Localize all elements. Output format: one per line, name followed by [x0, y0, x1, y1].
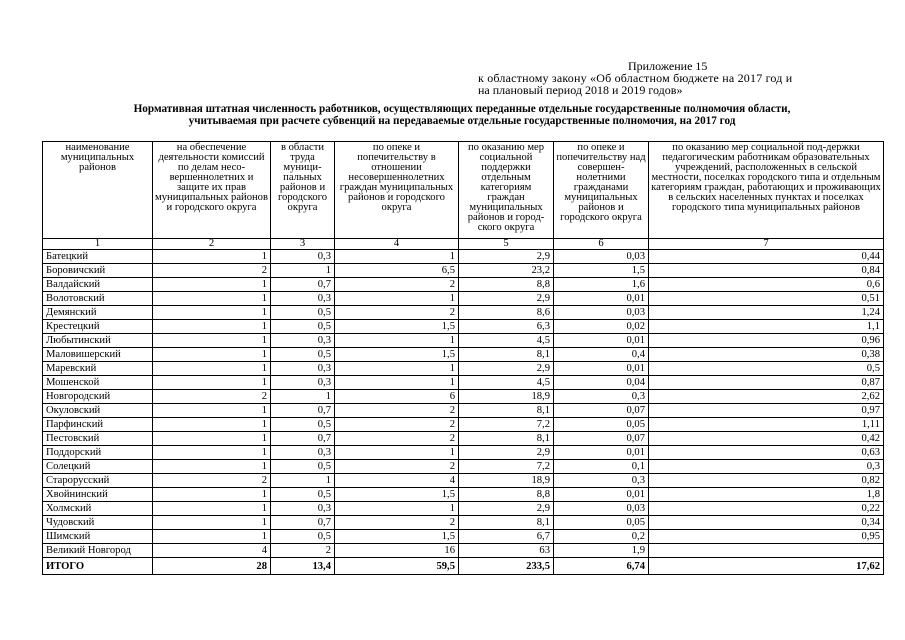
district-name-cell: Окуловский	[43, 404, 153, 418]
column-number: 3	[271, 239, 335, 250]
value-cell: 0,38	[649, 348, 884, 362]
appendix-heading	[478, 60, 898, 96]
appendix-law-reference: к областному закону «Об областном бюджете на 2017 год и	[478, 71, 793, 85]
value-cell: 0,05	[554, 418, 649, 432]
value-cell: 0,3	[271, 362, 335, 376]
value-cell: 1,8	[649, 488, 884, 502]
value-cell: 0,5	[271, 306, 335, 320]
value-cell: 1,5	[335, 320, 459, 334]
value-cell: 1	[153, 530, 271, 544]
value-cell: 1	[335, 292, 459, 306]
value-cell: 0,7	[271, 404, 335, 418]
value-cell: 6,7	[459, 530, 554, 544]
district-name-cell: Шимский	[43, 530, 153, 544]
value-cell: 16	[335, 544, 459, 558]
column-header-social-support: по оказанию мер социальной поддержки отдельным категориям граждан муниципальных районов и город-ского округа	[459, 142, 554, 239]
value-cell: 1,6	[554, 278, 649, 292]
value-cell: 8,6	[459, 306, 554, 320]
value-cell: 0,03	[554, 250, 649, 264]
value-cell: 2,9	[459, 292, 554, 306]
value-cell: 0,07	[554, 404, 649, 418]
value-cell: 8,8	[459, 488, 554, 502]
title-line-2: учитываемая при расчете субвенций на передаваемые отдельные государственные полномочия, на 2017 год	[188, 115, 736, 127]
staffing-table	[42, 141, 884, 575]
value-cell: 0,3	[271, 502, 335, 516]
total-cell: 13,4	[271, 558, 335, 575]
table-row	[43, 264, 884, 278]
value-cell: 7,2	[459, 460, 554, 474]
value-cell: 8,1	[459, 404, 554, 418]
value-cell: 1	[153, 516, 271, 530]
value-cell: 2	[335, 460, 459, 474]
district-name-cell: Холмский	[43, 502, 153, 516]
value-cell: 1	[335, 376, 459, 390]
value-cell: 1	[153, 432, 271, 446]
value-cell: 8,1	[459, 432, 554, 446]
value-cell: 1	[153, 488, 271, 502]
value-cell: 0,5	[271, 488, 335, 502]
value-cell: 8,8	[459, 278, 554, 292]
value-cell: 1	[335, 446, 459, 460]
title-line-1: Нормативная штатная численность работников, осуществляющих переданные отдельные государственные полномочия области,	[133, 103, 791, 115]
district-name-cell: Парфинский	[43, 418, 153, 432]
value-cell: 0,03	[554, 306, 649, 320]
table-row	[43, 250, 884, 264]
value-cell: 2	[153, 264, 271, 278]
table-row	[43, 348, 884, 362]
value-cell	[649, 544, 884, 558]
value-cell: 1	[153, 460, 271, 474]
district-name-cell: Поддорский	[43, 446, 153, 460]
value-cell: 4	[335, 474, 459, 488]
value-cell: 2,9	[459, 446, 554, 460]
value-cell: 1	[153, 502, 271, 516]
district-name-cell: Солецкий	[43, 460, 153, 474]
total-cell: 6,74	[554, 558, 649, 575]
value-cell: 6	[335, 390, 459, 404]
column-header-commissions: на обеспечение деятельности комиссий по делам несо-вершеннолетних и защите их прав муниципальных районов и городского округа	[153, 142, 271, 239]
total-cell: 17,62	[649, 558, 884, 575]
value-cell: 1,11	[649, 418, 884, 432]
column-number: 5	[459, 239, 554, 250]
value-cell: 4	[153, 544, 271, 558]
value-cell: 0,5	[271, 320, 335, 334]
district-name-cell: Великий Новгород	[43, 544, 153, 558]
value-cell: 1	[153, 418, 271, 432]
value-cell: 0,5	[271, 418, 335, 432]
value-cell: 0,3	[271, 334, 335, 348]
value-cell: 2	[153, 390, 271, 404]
table-row	[43, 530, 884, 544]
value-cell: 1,1	[649, 320, 884, 334]
total-cell: 28	[153, 558, 271, 575]
value-cell: 1	[153, 348, 271, 362]
value-cell: 0,05	[554, 516, 649, 530]
district-name-cell: Хвойнинский	[43, 488, 153, 502]
value-cell: 0,01	[554, 334, 649, 348]
total-row	[43, 558, 884, 575]
value-cell: 2	[335, 516, 459, 530]
value-cell: 2	[271, 544, 335, 558]
value-cell: 23,2	[459, 264, 554, 278]
value-cell: 0,97	[649, 404, 884, 418]
value-cell: 2	[335, 278, 459, 292]
column-number: 6	[554, 239, 649, 250]
value-cell: 18,9	[459, 390, 554, 404]
value-cell: 2,9	[459, 362, 554, 376]
value-cell: 0,87	[649, 376, 884, 390]
value-cell: 1	[153, 250, 271, 264]
table-row	[43, 320, 884, 334]
total-cell: 59,5	[335, 558, 459, 575]
value-cell: 1,5	[335, 348, 459, 362]
value-cell: 1,24	[649, 306, 884, 320]
value-cell: 0,3	[554, 474, 649, 488]
value-cell: 1	[153, 376, 271, 390]
value-cell: 1	[153, 362, 271, 376]
table-row	[43, 516, 884, 530]
value-cell: 1	[153, 334, 271, 348]
value-cell: 2,62	[649, 390, 884, 404]
district-name-cell: Крестецкий	[43, 320, 153, 334]
table-row	[43, 418, 884, 432]
value-cell: 0,5	[271, 460, 335, 474]
district-name-cell: Новгородский	[43, 390, 153, 404]
value-cell: 0,2	[554, 530, 649, 544]
value-cell: 63	[459, 544, 554, 558]
value-cell: 0,22	[649, 502, 884, 516]
district-name-cell: Маревский	[43, 362, 153, 376]
value-cell: 0,3	[271, 292, 335, 306]
value-cell: 1	[153, 404, 271, 418]
district-name-cell: Валдайский	[43, 278, 153, 292]
value-cell: 0,07	[554, 432, 649, 446]
table-row	[43, 488, 884, 502]
header-row	[43, 142, 884, 239]
district-name-cell: Пестовский	[43, 432, 153, 446]
value-cell: 1	[153, 320, 271, 334]
value-cell: 2,9	[459, 250, 554, 264]
column-number-row	[43, 239, 884, 250]
total-label: ИТОГО	[43, 558, 153, 575]
column-header-adult-guardianship: по опеке и попечительству над совершен-нолетними гражданами муниципальных районов и городского округа	[554, 142, 649, 239]
column-number: 4	[335, 239, 459, 250]
value-cell: 0,3	[271, 250, 335, 264]
value-cell: 1,5	[554, 264, 649, 278]
value-cell: 4,5	[459, 334, 554, 348]
district-name-cell: Маловишерский	[43, 348, 153, 362]
value-cell: 1	[335, 334, 459, 348]
value-cell: 1,5	[335, 488, 459, 502]
district-name-cell: Мошенской	[43, 376, 153, 390]
value-cell: 0,44	[649, 250, 884, 264]
district-name-cell: Любытинский	[43, 334, 153, 348]
district-name-cell: Старорусский	[43, 474, 153, 488]
column-number: 2	[153, 239, 271, 250]
value-cell: 1	[271, 474, 335, 488]
value-cell: 6,3	[459, 320, 554, 334]
table-row	[43, 460, 884, 474]
value-cell: 0,03	[554, 502, 649, 516]
value-cell: 1	[153, 306, 271, 320]
value-cell: 8,1	[459, 516, 554, 530]
table-body	[43, 250, 884, 558]
document-title	[42, 103, 882, 127]
value-cell: 0,5	[649, 362, 884, 376]
value-cell: 0,02	[554, 320, 649, 334]
table-row	[43, 362, 884, 376]
table-row	[43, 446, 884, 460]
table-row	[43, 334, 884, 348]
table-row	[43, 292, 884, 306]
value-cell: 1	[271, 390, 335, 404]
value-cell: 1	[335, 250, 459, 264]
value-cell: 0,7	[271, 432, 335, 446]
value-cell: 0,51	[649, 292, 884, 306]
table-row	[43, 404, 884, 418]
total-cell: 233,5	[459, 558, 554, 575]
value-cell: 0,82	[649, 474, 884, 488]
value-cell: 18,9	[459, 474, 554, 488]
value-cell: 0,84	[649, 264, 884, 278]
value-cell: 2	[153, 474, 271, 488]
column-header-district: наименование муниципальных районов	[43, 142, 153, 239]
value-cell: 7,2	[459, 418, 554, 432]
table-row	[43, 432, 884, 446]
column-number: 7	[649, 239, 884, 250]
value-cell: 0,1	[554, 460, 649, 474]
value-cell: 0,63	[649, 446, 884, 460]
value-cell: 0,96	[649, 334, 884, 348]
district-name-cell: Демянский	[43, 306, 153, 320]
value-cell: 2,9	[459, 502, 554, 516]
district-name-cell: Боровичский	[43, 264, 153, 278]
value-cell: 2	[335, 432, 459, 446]
value-cell: 0,7	[271, 516, 335, 530]
value-cell: 0,7	[271, 278, 335, 292]
table-row	[43, 390, 884, 404]
table-row	[43, 502, 884, 516]
district-name-cell: Батецкий	[43, 250, 153, 264]
appendix-period: на плановый период 2018 и 2019 годов»	[478, 83, 683, 97]
value-cell: 0,01	[554, 446, 649, 460]
value-cell: 1	[153, 278, 271, 292]
value-cell: 4,5	[459, 376, 554, 390]
value-cell: 0,3	[554, 390, 649, 404]
table-row	[43, 474, 884, 488]
value-cell: 0,01	[554, 488, 649, 502]
value-cell: 1	[153, 292, 271, 306]
value-cell: 2	[335, 418, 459, 432]
column-header-minor-guardianship: по опеке и попечительству в отношении несовершеннолетних граждан муниципальных районов и городского округа	[335, 142, 459, 239]
table-row	[43, 306, 884, 320]
value-cell: 1	[271, 264, 335, 278]
value-cell: 2	[335, 306, 459, 320]
district-name-cell: Волотовский	[43, 292, 153, 306]
value-cell: 0,5	[271, 530, 335, 544]
value-cell: 0,4	[554, 348, 649, 362]
table-row	[43, 376, 884, 390]
value-cell: 1	[335, 362, 459, 376]
table-row	[43, 278, 884, 292]
value-cell: 0,04	[554, 376, 649, 390]
value-cell: 0,3	[649, 460, 884, 474]
value-cell: 0,01	[554, 362, 649, 376]
value-cell: 0,42	[649, 432, 884, 446]
table-row	[43, 544, 884, 558]
value-cell: 1,9	[554, 544, 649, 558]
column-header-labor: в области труда муници-пальных районов и городского округа	[271, 142, 335, 239]
value-cell: 1	[335, 502, 459, 516]
value-cell: 6,5	[335, 264, 459, 278]
value-cell: 1,5	[335, 530, 459, 544]
value-cell: 0,95	[649, 530, 884, 544]
column-header-teacher-support: по оказанию мер социальной под-держки педагогическим работникам образовательных учреждений, расположенных в сельской местности, поселках городского типа и отдельным категориям граждан, работающих и проживающих в сельских населенных пунктах и поселках городского типа муниципальных районов	[649, 142, 884, 239]
value-cell: 8,1	[459, 348, 554, 362]
value-cell: 0,6	[649, 278, 884, 292]
value-cell: 0,3	[271, 446, 335, 460]
value-cell: 0,34	[649, 516, 884, 530]
value-cell: 0,01	[554, 292, 649, 306]
value-cell: 2	[335, 404, 459, 418]
value-cell: 0,3	[271, 376, 335, 390]
district-name-cell: Чудовский	[43, 516, 153, 530]
appendix-number: Приложение 15	[628, 59, 708, 73]
column-number: 1	[43, 239, 153, 250]
value-cell: 1	[153, 446, 271, 460]
value-cell: 0,5	[271, 348, 335, 362]
